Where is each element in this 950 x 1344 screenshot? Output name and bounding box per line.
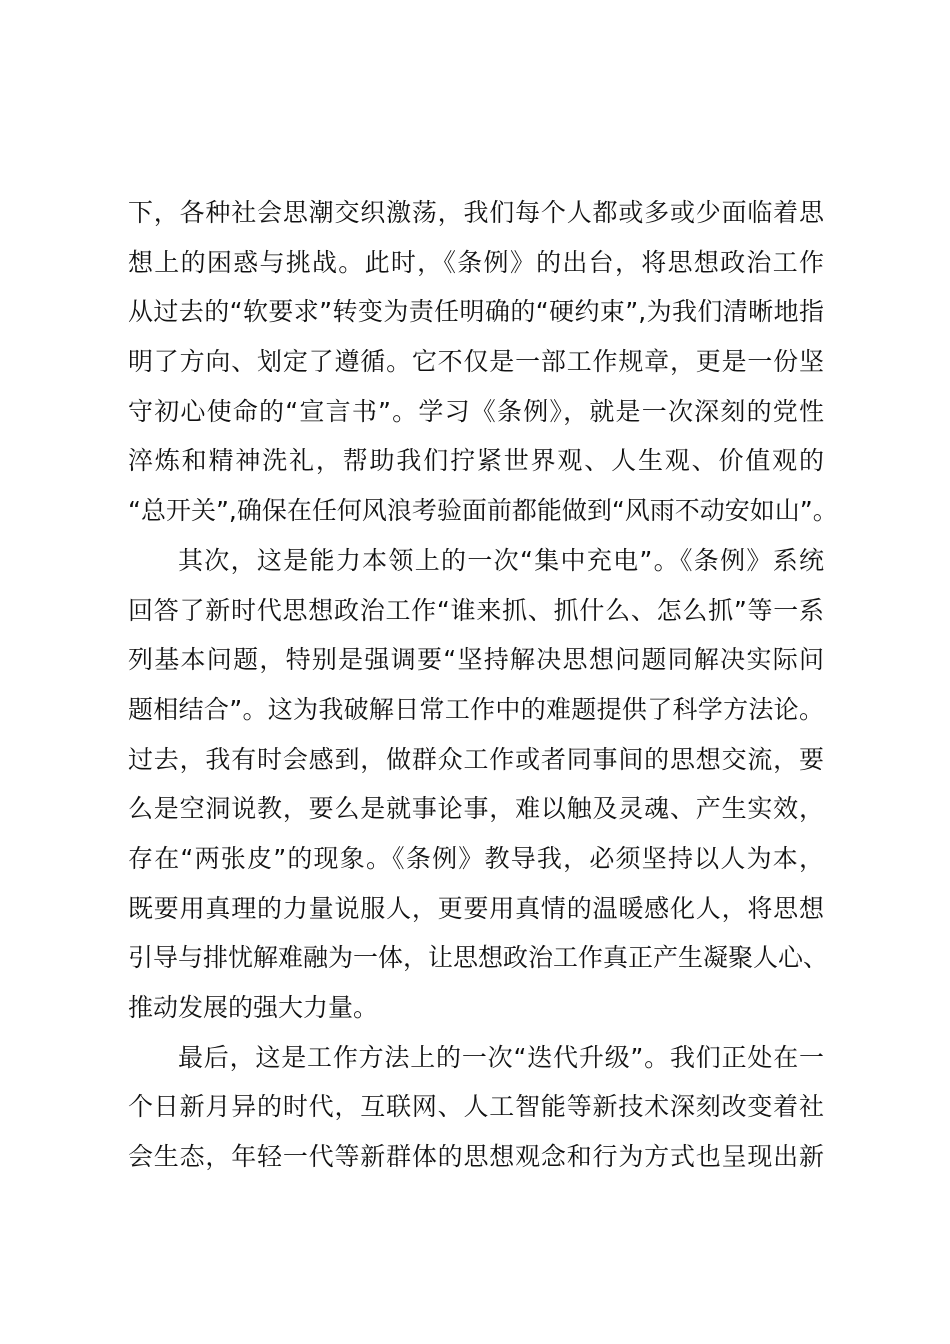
text-line: 回答了新时代思想政治工作“谁来抓、抓什么、怎么抓”等一系 <box>128 595 824 625</box>
text-line: 下，各种社会思潮交织激荡，我们每个人都或多或少面临着思 <box>128 198 824 227</box>
text-line: 从过去的“软要求”转变为责任明确的“硬约束”,为我们清晰地指 <box>128 297 824 327</box>
text-line: 明了方向、划定了遵循。它不仅是一部工作规章，更是一份坚 <box>128 347 824 377</box>
text-line: 守初心使命的“宣言书”。学习《条例》，就是一次深刻的党性 <box>128 396 824 426</box>
text-line: 引导与排忧解难融为一体，让思想政治工作真正产生凝聚人心、 <box>128 943 829 973</box>
text-line: 存在“两张皮”的现象。《条例》教导我，必须坚持以人为本， <box>128 843 824 873</box>
text-line: 其次，这是能力本领上的一次“集中充电”。《条例》系统 <box>178 545 824 575</box>
text-line: 个日新月异的时代，互联网、人工智能等新技术深刻改变着社 <box>128 1092 824 1122</box>
text-line: 淬炼和精神洗礼，帮助我们拧紧世界观、人生观、价值观的 <box>128 446 824 476</box>
text-line: 推动发展的强大力量。 <box>128 993 379 1022</box>
text-line: 既要用真理的力量说服人，更要用真情的温暖感化人，将思想 <box>128 893 824 923</box>
text-line: 想上的困惑与挑战。此时，《条例》的出台，将思想政治工作 <box>128 247 824 277</box>
text-line: 会生态，年轻一代等新群体的思想观念和行为方式也呈现出新 <box>128 1142 824 1172</box>
text-line: 题相结合”。这为我破解日常工作中的难题提供了科学方法论。 <box>128 694 824 724</box>
text-line: 最后，这是工作方法上的一次“迭代升级”。我们正处在一 <box>178 1042 824 1072</box>
text-line: 过去，我有时会感到，做群众工作或者同事间的思想交流，要 <box>128 744 824 774</box>
text-line: “总开关”,确保在任何风浪考验面前都能做到“风雨不动安如山”。 <box>128 496 838 526</box>
text-line: 么是空洞说教，要么是就事论事，难以触及灵魂、产生实效， <box>128 794 824 824</box>
text-line: 列基本问题，特别是强调要“坚持解决思想问题同解决实际问 <box>128 645 824 675</box>
body-text <box>128 188 838 1182</box>
